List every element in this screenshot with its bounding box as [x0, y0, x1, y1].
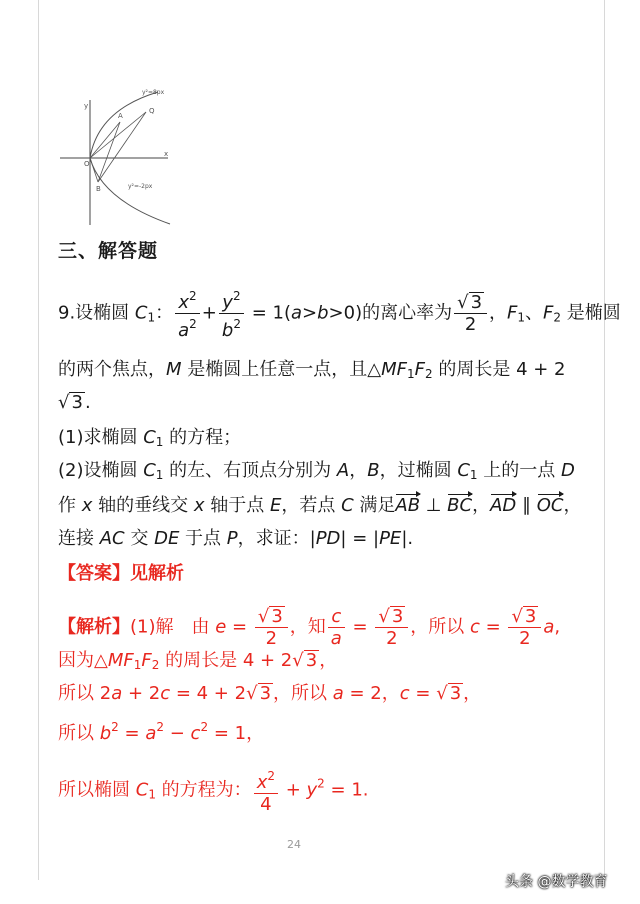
label-x-axis: x [164, 150, 169, 158]
text: b [99, 723, 112, 744]
text: MF [381, 359, 407, 380]
text: >0)的离心率为 [328, 302, 453, 324]
text: C [457, 460, 470, 481]
text: 的周长是 4 + 2 [432, 359, 566, 380]
text: 所以 2 [58, 683, 112, 704]
text: x [193, 495, 205, 516]
text: F [141, 650, 152, 671]
text: a [290, 302, 302, 324]
fraction-c-over-a [328, 606, 345, 649]
text: c [160, 683, 171, 704]
text: MF [107, 650, 134, 671]
vector-oc: OC [537, 493, 564, 519]
text: = 1( [245, 302, 291, 324]
page-number: 24 [287, 838, 301, 851]
solution-line-1 [58, 606, 560, 649]
label-point-o: O [84, 160, 90, 168]
text: ， [563, 495, 582, 516]
solution-line-5 [58, 766, 369, 815]
problem-line-3: √ 3 . [58, 392, 91, 413]
text: 满足 [353, 495, 396, 516]
parabola-figure [58, 80, 178, 228]
text: ， [489, 302, 508, 324]
page-left-border [38, 0, 39, 880]
text: 是椭圆上任意一点，且△ [181, 359, 382, 380]
text: = [479, 616, 507, 638]
solution-line-4 [58, 714, 264, 747]
text: 的周长是 4 + 2 [159, 650, 293, 671]
text: ，过椭圆 [379, 460, 458, 481]
chord-ob [90, 158, 98, 182]
text: , [554, 616, 561, 638]
text: C [135, 779, 149, 801]
parabola-upper [90, 92, 158, 158]
text: = [409, 683, 437, 704]
text: > [302, 302, 318, 324]
text: 轴的垂线交 [92, 495, 194, 516]
text: 2 [267, 769, 275, 783]
text: 2 [188, 289, 197, 303]
section-title: 三、解答题 [58, 240, 159, 262]
text: 4 [254, 793, 278, 815]
text: c [190, 723, 201, 744]
text: = 1. [324, 779, 369, 801]
text: c [399, 683, 410, 704]
text: x [256, 772, 268, 793]
text: 所以椭圆 [58, 779, 136, 801]
label-point-a: A [118, 112, 123, 120]
text: 3 [305, 650, 318, 671]
text: E [269, 495, 282, 516]
text: 2 [189, 317, 197, 331]
text: + [279, 779, 307, 801]
text: P [226, 528, 238, 549]
text: ，求证：| [237, 528, 316, 549]
text: 的方程； [163, 427, 242, 448]
text: c [331, 606, 342, 627]
text: = [226, 616, 253, 638]
text: c [470, 616, 480, 638]
text: AC [99, 528, 125, 549]
text: = 4 + 2 [170, 683, 247, 704]
text: y [222, 292, 233, 313]
page-right-border [604, 0, 605, 880]
text: 2 [508, 627, 541, 649]
label-y-axis: y [84, 102, 89, 110]
fraction-sqrt3-over-2: $\frac{√ 3}{2}$ [508, 606, 541, 649]
text: 的方程为： [155, 779, 252, 801]
text: ⊥ [420, 495, 448, 516]
text: D [560, 460, 575, 481]
text: + [201, 302, 217, 324]
text: (2)设椭圆 [58, 460, 144, 481]
text: PE [379, 528, 402, 549]
text: PD [315, 528, 341, 549]
text: ，所以 [410, 616, 470, 638]
text: . [84, 392, 91, 413]
text: 2 [151, 658, 160, 672]
label-top-curve: y²=8px [142, 89, 165, 96]
problem-part-2-line-3 [58, 526, 413, 552]
text: 1 [147, 310, 156, 325]
fraction-sqrt3-over-2: $\frac{√ 3}{2}$ [375, 606, 408, 649]
text: DE [154, 528, 180, 549]
label-bottom-curve: y²=-2px [128, 183, 153, 190]
text: a [111, 683, 123, 704]
vector-ad: AD [490, 493, 516, 519]
text: 的两个焦点， [58, 359, 166, 380]
chord-oa [90, 122, 120, 158]
text: a [328, 627, 345, 649]
fraction-x2-a2 [175, 286, 200, 341]
answer-label: 【答案】见解析 [58, 563, 184, 584]
vector-bc: BC [447, 493, 472, 519]
text: 交 [124, 528, 155, 549]
text: b [221, 320, 234, 341]
text: (1)解 由 [130, 616, 216, 638]
watermark: 头条 @数学教育 [505, 874, 608, 890]
text: a [543, 616, 555, 638]
chord-qb [98, 112, 146, 182]
text: C [341, 495, 354, 516]
text: 2 [454, 313, 487, 335]
text: 所以 [58, 723, 100, 744]
problem-part-2-line-2 [58, 493, 581, 519]
text: ， [349, 460, 368, 481]
text: 是椭圆 [561, 302, 621, 324]
text: B [367, 460, 380, 481]
text: ，所以 [273, 683, 333, 704]
text: = [346, 616, 374, 638]
text: 2 [233, 317, 241, 331]
text: 2 [156, 720, 165, 734]
text: F [507, 302, 518, 324]
text: ： [155, 302, 174, 324]
text: ， [319, 650, 338, 671]
text: b [317, 302, 329, 324]
label-point-b: B [96, 185, 101, 193]
solution-label: 【解析】 [58, 616, 130, 638]
text: 、 [525, 302, 544, 324]
text: 1 [155, 435, 164, 449]
text: 上的一点 [477, 460, 561, 481]
problem-part-2-line-1 [58, 458, 575, 488]
text: 1 [469, 468, 478, 482]
text: 因为△ [58, 650, 108, 671]
fraction-sqrt3-over-2: $\frac{√ 3}{2}$ [255, 606, 288, 649]
text: 1 [407, 367, 415, 381]
text: 3 [271, 606, 283, 627]
text: 3 [71, 392, 83, 413]
text: x [178, 292, 189, 313]
text: ，若点 [281, 495, 342, 516]
fraction-sqrt3-over-2: $\frac{√ 3}{2}$ [454, 292, 487, 335]
text: a [332, 683, 344, 704]
solution-line-2: 因为$\triangle MF_1F_2$ 的周长是 4 + 2√ 3 ， [58, 650, 338, 672]
vector-ab: AB [395, 493, 420, 519]
text: 3 [449, 683, 462, 704]
problem-line-1 [58, 286, 621, 341]
text: a [178, 320, 190, 341]
text: 1 [517, 310, 526, 325]
text: F [543, 302, 554, 324]
text: e [215, 616, 227, 638]
text: = [118, 723, 146, 744]
fraction-x2-over-4 [254, 766, 278, 815]
label-point-q: Q [149, 107, 155, 115]
text: 2 [425, 367, 433, 381]
text: 于点 [179, 528, 227, 549]
text: 2 [375, 627, 408, 649]
text: 3 [470, 292, 483, 313]
text: ∥ [516, 495, 537, 516]
text: 1 [155, 468, 164, 482]
text: 3 [391, 606, 404, 627]
text: 3 [524, 606, 537, 627]
text: 9.设椭圆 [58, 302, 135, 324]
problem-part-1 [58, 425, 241, 455]
problem-line-2 [58, 357, 566, 387]
text: ， [463, 683, 482, 704]
parabola-lower [90, 158, 170, 224]
text: A [336, 460, 350, 481]
text: 2 [255, 627, 288, 649]
fraction-y2-b2 [219, 286, 244, 341]
text: = 1， [208, 723, 265, 744]
text: 2 [111, 720, 119, 734]
text: 的左、右顶点分别为 [163, 460, 337, 481]
text: (1)求椭圆 [58, 427, 144, 448]
text: 1 [133, 658, 142, 672]
chord-ab [98, 122, 120, 182]
text: F [414, 359, 425, 380]
text: + 2 [122, 683, 161, 704]
text: C [134, 302, 148, 324]
text: 2 [553, 310, 562, 325]
text: 作 [58, 495, 82, 516]
text: 1 [148, 787, 156, 802]
text: |. [401, 528, 414, 549]
text: x [81, 495, 93, 516]
text: C [143, 460, 156, 481]
text: a [145, 723, 157, 744]
text: 2 [200, 720, 209, 734]
text: 2 [232, 289, 241, 303]
text: ， [472, 495, 491, 516]
text: 连接 [58, 528, 100, 549]
text: C [143, 427, 156, 448]
text: y [306, 779, 318, 801]
text: 轴于点 [204, 495, 270, 516]
text: 3 [259, 683, 272, 704]
text: − [164, 723, 191, 744]
text: M [166, 359, 182, 380]
text: ，知 [289, 616, 326, 638]
text: | = | [340, 528, 380, 549]
text: 2 [317, 776, 325, 791]
text: = 2， [343, 683, 400, 704]
solution-line-3: 所以 2a + 2c = 4 + 2√ 3 ，所以 a = 2，c = √ 3 ， [58, 683, 482, 704]
